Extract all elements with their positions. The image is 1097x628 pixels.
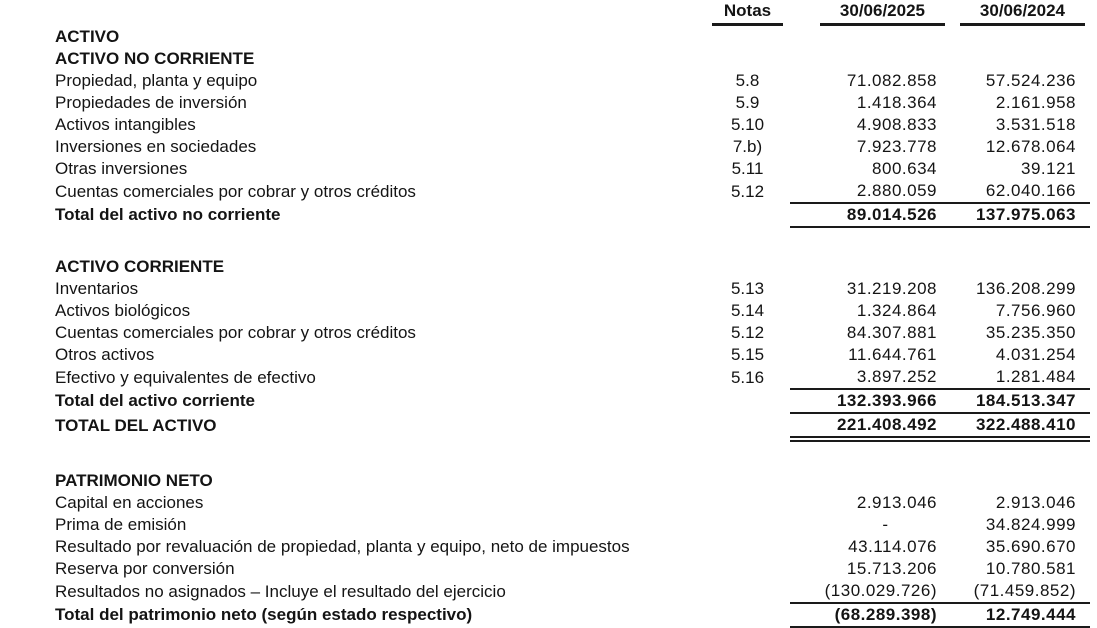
total-label: Total del activo no corriente <box>55 205 281 224</box>
row-value-2025: 43.114.076 <box>848 537 937 556</box>
row-value-2025: 4.908.833 <box>856 115 937 134</box>
total-value-2024: 137.975.063 <box>948 203 1090 227</box>
row-value-2025: 11.644.761 <box>848 345 937 364</box>
table-row <box>55 514 1090 536</box>
row-value-2025: 84.307.881 <box>846 323 937 342</box>
total-value-2025: 89.014.526 <box>790 203 948 227</box>
header-empty-cell <box>55 0 705 26</box>
row-value-2025: 800.634 <box>872 159 937 178</box>
row-value-2024: 57.524.236 <box>985 71 1076 90</box>
total-value-2024: 184.513.347 <box>948 389 1090 413</box>
total-row-activo-corriente <box>55 389 1090 413</box>
column-header-2025-label: 30/06/2025 <box>820 1 945 26</box>
row-label: Otras inversiones <box>55 159 188 178</box>
section-row-activo-corriente <box>55 256 1090 278</box>
column-header-2024 <box>948 0 1090 26</box>
row-value-2024: 39.121 <box>1021 159 1076 178</box>
total-value-2024: 12.749.444 <box>948 603 1090 627</box>
row-value-2024: 3.531.518 <box>995 115 1076 134</box>
row-value-2024: 34.824.999 <box>985 515 1076 534</box>
table-row <box>55 158 1090 180</box>
column-header-row <box>55 0 1090 26</box>
row-value-2025: 2.913.046 <box>856 493 937 512</box>
spacer-row <box>55 227 1090 256</box>
row-nota: 5.8 <box>735 71 760 90</box>
row-label: Prima de emisión <box>55 515 187 534</box>
table-row <box>55 92 1090 114</box>
row-nota: 5.12 <box>730 323 765 342</box>
row-value-2025: 71.082.858 <box>846 71 937 90</box>
total-row-patrimonio-neto <box>55 603 1090 627</box>
row-value-2025: - <box>882 515 888 534</box>
row-label: Activos biológicos <box>55 301 191 320</box>
row-value-2024: 2.913.046 <box>995 493 1076 512</box>
row-label: Activos intangibles <box>55 115 196 134</box>
section-row-activo-no-corriente <box>55 48 1090 70</box>
table-row <box>55 366 1090 389</box>
row-value-2024: 1.281.484 <box>948 366 1090 389</box>
row-label: Reserva por conversión <box>55 559 235 578</box>
row-label: Resultado por revaluación de propiedad, planta y equipo, neto de impuestos <box>55 537 630 556</box>
row-label: Capital en acciones <box>55 493 204 512</box>
table-row <box>55 278 1090 300</box>
row-value-2025: (130.029.726) <box>790 580 948 603</box>
row-value-2025: 2.880.059 <box>790 180 948 203</box>
section-title: ACTIVO NO CORRIENTE <box>55 49 255 68</box>
column-header-2025 <box>790 0 948 26</box>
row-value-2024: 10.780.581 <box>985 559 1076 578</box>
total-row-activo-no-corriente <box>55 203 1090 227</box>
table-row <box>55 536 1090 558</box>
table-row <box>55 114 1090 136</box>
row-value-2024: 12.678.064 <box>985 137 1076 156</box>
table-row <box>55 344 1090 366</box>
row-value-2024: 35.690.670 <box>985 537 1076 556</box>
spacer-row <box>55 439 1090 470</box>
row-value-2025: 3.897.252 <box>790 366 948 389</box>
column-header-notas <box>705 0 790 26</box>
row-nota: 5.10 <box>730 115 765 134</box>
table-row <box>55 558 1090 580</box>
total-label: Total del patrimonio neto (según estado respectivo) <box>55 605 473 624</box>
table-row <box>55 322 1090 344</box>
section-row-patrimonio-neto <box>55 470 1090 492</box>
row-value-2025: 31.219.208 <box>846 279 937 298</box>
row-nota: 5.14 <box>730 301 765 320</box>
row-nota: 5.16 <box>730 367 765 387</box>
total-value-2025: (68.289.398) <box>790 603 948 627</box>
row-value-2024: 4.031.254 <box>995 345 1076 364</box>
row-label: Inventarios <box>55 279 139 298</box>
total-label: TOTAL DEL ACTIVO <box>55 416 217 435</box>
section-title: PATRIMONIO NETO <box>55 471 213 490</box>
row-nota: 5.15 <box>730 345 765 364</box>
column-header-notas-label: Notas <box>712 1 783 26</box>
row-value-2024: 2.161.958 <box>995 93 1076 112</box>
table-row <box>55 580 1090 603</box>
row-nota: 7.b) <box>732 137 763 156</box>
row-label: Cuentas comerciales por cobrar y otros créditos <box>55 181 416 201</box>
total-label: Total del activo corriente <box>55 391 255 410</box>
row-nota: 5.9 <box>735 93 760 112</box>
total-value-2024: 322.488.410 <box>948 413 1090 439</box>
row-value-2024: 62.040.166 <box>948 180 1090 203</box>
row-label: Cuentas comerciales por cobrar y otros créditos <box>55 323 416 342</box>
total-value-2025: 132.393.966 <box>790 389 948 413</box>
section-title: ACTIVO CORRIENTE <box>55 257 225 276</box>
section-title: ACTIVO <box>55 27 120 46</box>
row-value-2025: 7.923.778 <box>856 137 937 156</box>
row-value-2025: 15.713.206 <box>846 559 937 578</box>
row-value-2024: 35.235.350 <box>985 323 1076 342</box>
row-value-2024: (71.459.852) <box>948 580 1090 603</box>
row-value-2024: 136.208.299 <box>975 279 1076 298</box>
row-label: Propiedades de inversión <box>55 93 247 112</box>
total-value-2025: 221.408.492 <box>790 413 948 439</box>
row-label: Inversiones en sociedades <box>55 137 257 156</box>
row-label: Resultados no asignados – Incluye el resultado del ejercicio <box>55 581 506 601</box>
row-value-2024: 7.756.960 <box>995 301 1076 320</box>
column-header-2024-label: 30/06/2024 <box>960 1 1085 26</box>
total-row-total-activo <box>55 413 1090 439</box>
table-row <box>55 136 1090 158</box>
table-row <box>55 70 1090 92</box>
table-row <box>55 492 1090 514</box>
row-value-2025: 1.324.864 <box>856 301 937 320</box>
table-row <box>55 180 1090 203</box>
row-label: Propiedad, planta y equipo <box>55 71 258 90</box>
row-nota: 5.12 <box>730 181 765 201</box>
table-row <box>55 300 1090 322</box>
row-label: Otros activos <box>55 345 155 364</box>
section-row-activo <box>55 26 1090 48</box>
row-label: Efectivo y equivalentes de efectivo <box>55 367 316 387</box>
row-value-2025: 1.418.364 <box>856 93 937 112</box>
row-nota: 5.11 <box>731 159 764 178</box>
balance-sheet-table <box>55 0 1090 628</box>
row-nota: 5.13 <box>730 279 765 298</box>
